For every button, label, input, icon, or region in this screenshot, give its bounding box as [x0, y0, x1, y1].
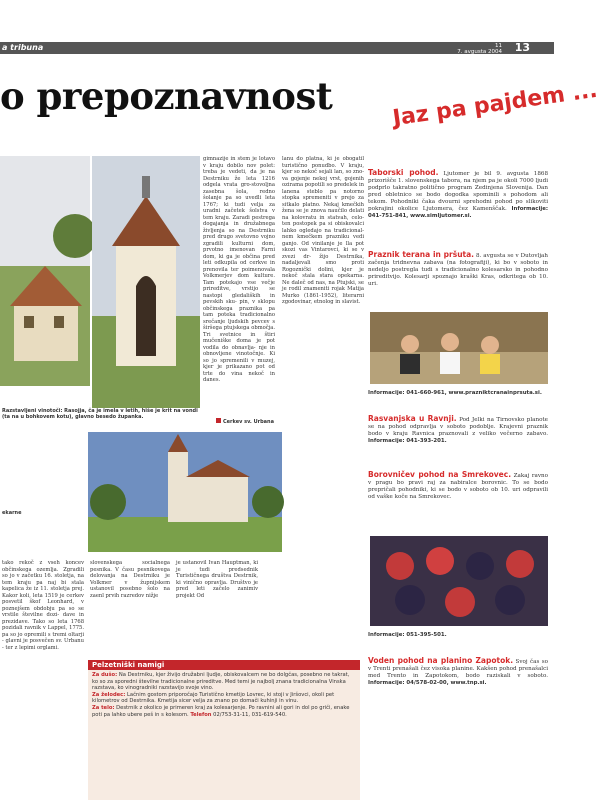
item-4-info: Informacije: 051-395-501.: [368, 632, 447, 638]
article-bottom-col-1: tako rekoč z vseh koncev občinskega ozemlja. Zgradili so jo v začetku 16. stoletja, na tem kraju pa naj bi stala kapelica že iz 11. stoletja prej. Kakor koli, leta 1519 je cerkev posvetil škof Leonhard, v poznejšem obdobju pa so se vrstile številne dozi- dave in prezidave. Tako so leta 1768 pozidali ravnik v Lappel, 1775. pa so jo opremili s tremi oltarji - glavni je posvečen sv. Urbanu - ter z lepimi orglami.: [2, 560, 84, 651]
right-item-4-info: [368, 632, 548, 639]
right-item-2-info: [368, 390, 548, 397]
chapel-illustration: [92, 156, 200, 408]
right-item-4: [368, 470, 548, 501]
item-1-info: Informacije: 041-751-841, www.simljutomer.si.: [368, 206, 549, 219]
church-caption: [216, 418, 286, 425]
infobox-body: [92, 672, 356, 718]
house-illustration: [0, 156, 90, 386]
festival-photo: [370, 312, 548, 384]
issue-date: [457, 43, 502, 55]
phone-number: 02/753-31-11, 031-619-540.: [213, 711, 287, 718]
item-4-text: Zakaj ravno v pragu bo pravi raj za nabiralce borovnic. To se bodo prepričali pohodniki, ki se bodo v soboto ob 10. uri odpravili od vaške koče na Smrekovec.: [368, 473, 548, 500]
festival-illustration: [370, 312, 548, 384]
item-5-heading: Voden pohod na planino Zapotok.: [368, 656, 514, 665]
house-photo: [0, 156, 90, 386]
item-3-text: Pod Jelki na Tirnovsko planote se na pohod odpravlja v soboto podoblje. Krajevni praznik bodo v kraju Ravnica praznovali z veliko večerno zabavo.: [368, 417, 548, 437]
item-1-heading: Taborski pohod.: [368, 168, 439, 177]
article-column-2: lanu do platna, ki je obogatil turistično ponudbo. V kraju, kjer so nekoč sejali lan, so zno- va gojenje nekoj vrst, gojenih ozirama popotili so predelek in lanena steblo pa notorno stopka spremeniti v prejo za sitkalo platno. Nekaj kmečkih žena se je znova naučilo delati na kolovratu in statvah, celo- ten postopek pa si obiskovalci lahko ogledajo na tradicional- nem kmečkem prazniku vedi ganjo. Od vinilanje je lla pot skozi vas Vintarovci, ki se v zvezi dr- žijo Destrnika, nadaljevali smo proti Rogoznički dolini, kjer je nekoč stala stara opekarna. Ne daleč od nas, na Ptujski, se je rodil znameniti rojak Matija Murko (1861-1952), literarni zgodovinar, etnolog in slavist.: [282, 156, 364, 305]
right-item-1: [368, 168, 548, 220]
infobox-title: Pelzetniški namigi: [88, 660, 360, 670]
caption-marker: [216, 418, 221, 423]
item-4-heading: Borovničev pohod na Smrekovec.: [368, 470, 512, 479]
item-5-text: Svoj čas so v Trenti prenašali čez visoka planine. Kakšen pohod prenašalci med Trento in Zapotokom, bodo raziskali v soboto.: [368, 659, 549, 679]
article-column-1: gimnazije in stem je lotavo v kraju dobilo nov polet: treba je vedeti, da je na Destrniku že leta 1216 odgela vrata gro-stovoljna zasebna šola, redno šolanje pa so uvedli leta 1767; ki tudi velja za uradni začetek šolstva v tem kraju. Zaradi pestrega dogajanja in družabnega življenja so na Destrniku pred drugo svetovno vojno zgradili kulturni dom, prvotno imenovan Farni dom, ki ga je občina pred leti odkupila od cerkve in prenovila ter poimenovala Volkmerjev dom kulture. Tam potekajo vse večje prireditve, vrstijo se nastopi gledaliških in pevskih sku- pin, v sklopu občinskega praznika pa tam poteka tradicionalno srečanje ljudskih pevcev s širšega ptujskega območja. Tri svetnice in štiri mučeniške doma je pot vodila do obnavlja- nje in obnovljene vinotočnje. Ki so jo spremenili v muzej, kjer je prikazano pot od trte do vina nekoč in danes.: [203, 156, 275, 383]
item-3-heading: Rasvanjska u Ravnji.: [368, 414, 457, 423]
tip-body-label: Za telo:: [92, 704, 115, 711]
item-3-info: Informacije: 041-393-201.: [368, 438, 447, 444]
jaz-title-text: Jaz pa pajdem ...: [391, 77, 599, 132]
tip-soul-label: Za dušo:: [92, 672, 118, 678]
jaz-title: [391, 77, 599, 152]
newspaper-brand: a tribuna: [2, 43, 44, 52]
tip-stomach: [92, 692, 356, 705]
issue-number: 11: [495, 43, 502, 49]
article-bottom-col-2: slovenskega socialnega pesnika. V času pesnikovega delovanja na Destrniku je Volkmer v župnijskem ustanovil posebno šolo na zaenl prvih razredov nižje: [90, 560, 170, 599]
right-item-3: [368, 414, 548, 445]
article-title: o prepoznavnost: [0, 74, 333, 118]
item-1-text: Ljutomer je bil 9. avgusta 1868 prizorišče 1. slovenskega tabora, na njem pa je okoli 7000 ljudi podprlo takratno politično program Zedinjena Slovenija. Dan pred obletnico se bodo dogodka spominili s pohodom ali tekom. Pohodniki čaka dvourni sprehodni pohod po slikoviti pokrajini okolice Ljutomera, čez Kamenščak.: [368, 171, 549, 212]
church-caption-text: Cerkev sv. Urbana: [223, 419, 274, 425]
item-2-heading: Praznik terana in pršuta.: [368, 250, 475, 259]
photo-caption: Razstavljeni vinotoči: Rasojja, ča je imela v letih, hiše je krit na vondi (ta na u bohkovem kotu), glavno besedo županka.: [2, 408, 198, 420]
phone-label: Telefon: [190, 711, 212, 718]
church-illustration: [88, 432, 282, 552]
issue-date-text: 7. avgusta 2004: [457, 49, 502, 55]
item-2-info: Informacije: 041-660-961, www.prazniktcranainprsuta.si.: [368, 390, 542, 396]
tip-soul-text: Na Destrniku, kjer živijo družabni ljudje, obiskovalcem ne bo dolgčas, posebno ne takrat, ko so za sporedni številne tradicionalne prireditve. Med temi je najbolj znana tradicionalna Vinska razstava, ko vinogradniki razstavijo svoje vino.: [92, 672, 350, 692]
page-header: [0, 0, 554, 54]
article-bottom-col-3: je ustanovil Ivan Hauptman, ki je tudi predsednik Turističnega društva Destrnik, ki vinično opravlja. Društvo je pred leti začelo zanimiv projekt Od: [176, 560, 258, 599]
tip-stomach-text: Lačnim gostom priporočajo Turistično kmetijo Lovrec, ki stoji v Jiršovci, okoli pet kilometrov od Destrnika. Kmetija sicer velja za znano po domači kuhinji in vinu.: [92, 691, 335, 705]
tip-stomach-label: Za želodec:: [92, 691, 126, 698]
page-number: 13: [514, 41, 530, 54]
tips-infobox: [88, 660, 360, 800]
item-2-text: 8. avgusta se v Dutovljah začenja tridnevna zabava (na fotografiji), ki bo v soboto in nedeljo postregla tudi s tradicionalno kolesarsko in pohodno prireditvijo. Kolesarji spoznajo kraški Kras, odkritega ob 10. uri.: [368, 253, 548, 287]
church-photo: [88, 432, 282, 552]
tip-body: [92, 705, 356, 718]
blueberries-illustration: [370, 536, 548, 626]
right-item-5: [368, 656, 548, 687]
blueberries-photo: [370, 536, 548, 626]
tip-soul: [92, 672, 356, 692]
item-5-info: Informacije: 04/578-02-00, www.tnp.si.: [368, 680, 487, 686]
side-label: ekarne: [2, 510, 22, 516]
right-item-2: [368, 250, 548, 288]
chapel-photo: [92, 156, 200, 408]
tip-body-text: Destrnik z okolico je primeren kraj za kolesarjenje. Po ravnini ali gori in dol po griči, enake poti pa lahko ubere peš in s kolesom.: [92, 704, 350, 718]
